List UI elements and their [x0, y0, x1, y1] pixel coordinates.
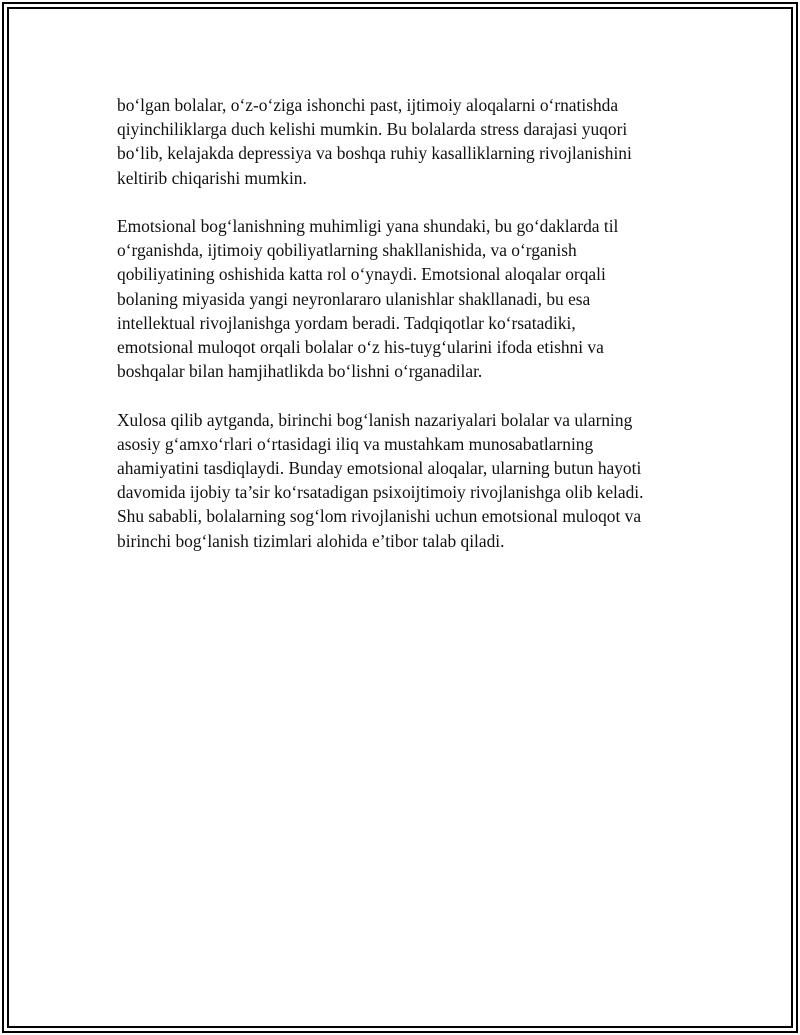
- paragraph-3: [117, 408, 687, 553]
- text-line: bo‘lgan bolalar, o‘z-o‘ziga ishonchi past, ijtimoiy aloqalarni o‘rnatishda: [117, 95, 619, 115]
- text-line: birinchi bog‘lanish tizimlari alohida e’tibor talab qiladi.: [117, 530, 505, 551]
- text-line: qobiliyatining oshishida katta rol o‘ynaydi. Emotsional aloqalar orqali: [117, 264, 606, 285]
- text-line: bo‘lib, kelajakda depressiya va boshqa ruhiy kasalliklarning rivojlanishini: [117, 143, 632, 164]
- text-line: Shu sababli, bolalarning sog‘lom rivojlanishi uchun emotsional muloqot va: [117, 506, 642, 527]
- text-line: ahamiyatini tasdiqlaydi. Bunday emotsional aloqalar, ularning butun hayoti: [117, 458, 642, 479]
- document-body: [117, 93, 687, 577]
- text-line: boshqalar bilan hamjihatlikda bo‘lishni o‘rganadilar.: [117, 361, 483, 382]
- text-line: asosiy g‘amxo‘rlari o‘rtasidagi iliq va mustahkam munosabatlarning: [117, 433, 594, 454]
- paragraph-2: [117, 214, 687, 383]
- text-line: bolaning miyasida yangi neyronlararo ulanishlar shakllanadi, bu esa: [117, 288, 591, 309]
- text-line: o‘rganishda, ijtimoiy qobiliyatlarning shakllanishida, va o‘rganish: [117, 240, 577, 261]
- text-line: Xulosa qilib aytganda, birinchi bog‘lanish nazariyalari bolalar va ularning: [117, 409, 633, 430]
- text-line: emotsional muloqot orqali bolalar o‘z his-tuyg‘ularini ifoda etishni va: [117, 337, 604, 358]
- text-line: Emotsional bog‘lanishning muhimligi yana shundaki, bu go‘daklarda til: [117, 216, 619, 236]
- text-line: keltirib chiqarishi mumkin.: [117, 167, 307, 188]
- text-line: qiyinchiliklarga duch kelishi mumkin. Bu bolalarda stress darajasi yuqori: [117, 119, 628, 140]
- paragraph-1: [117, 93, 687, 190]
- text-line: intellektual rivojlanishga yordam beradi. Tadqiqotlar ko‘rsatadiki,: [117, 312, 576, 333]
- text-line: davomida ijobiy ta’sir ko‘rsatadigan psixoijtimoiy rivojlanishga olib keladi.: [117, 482, 644, 503]
